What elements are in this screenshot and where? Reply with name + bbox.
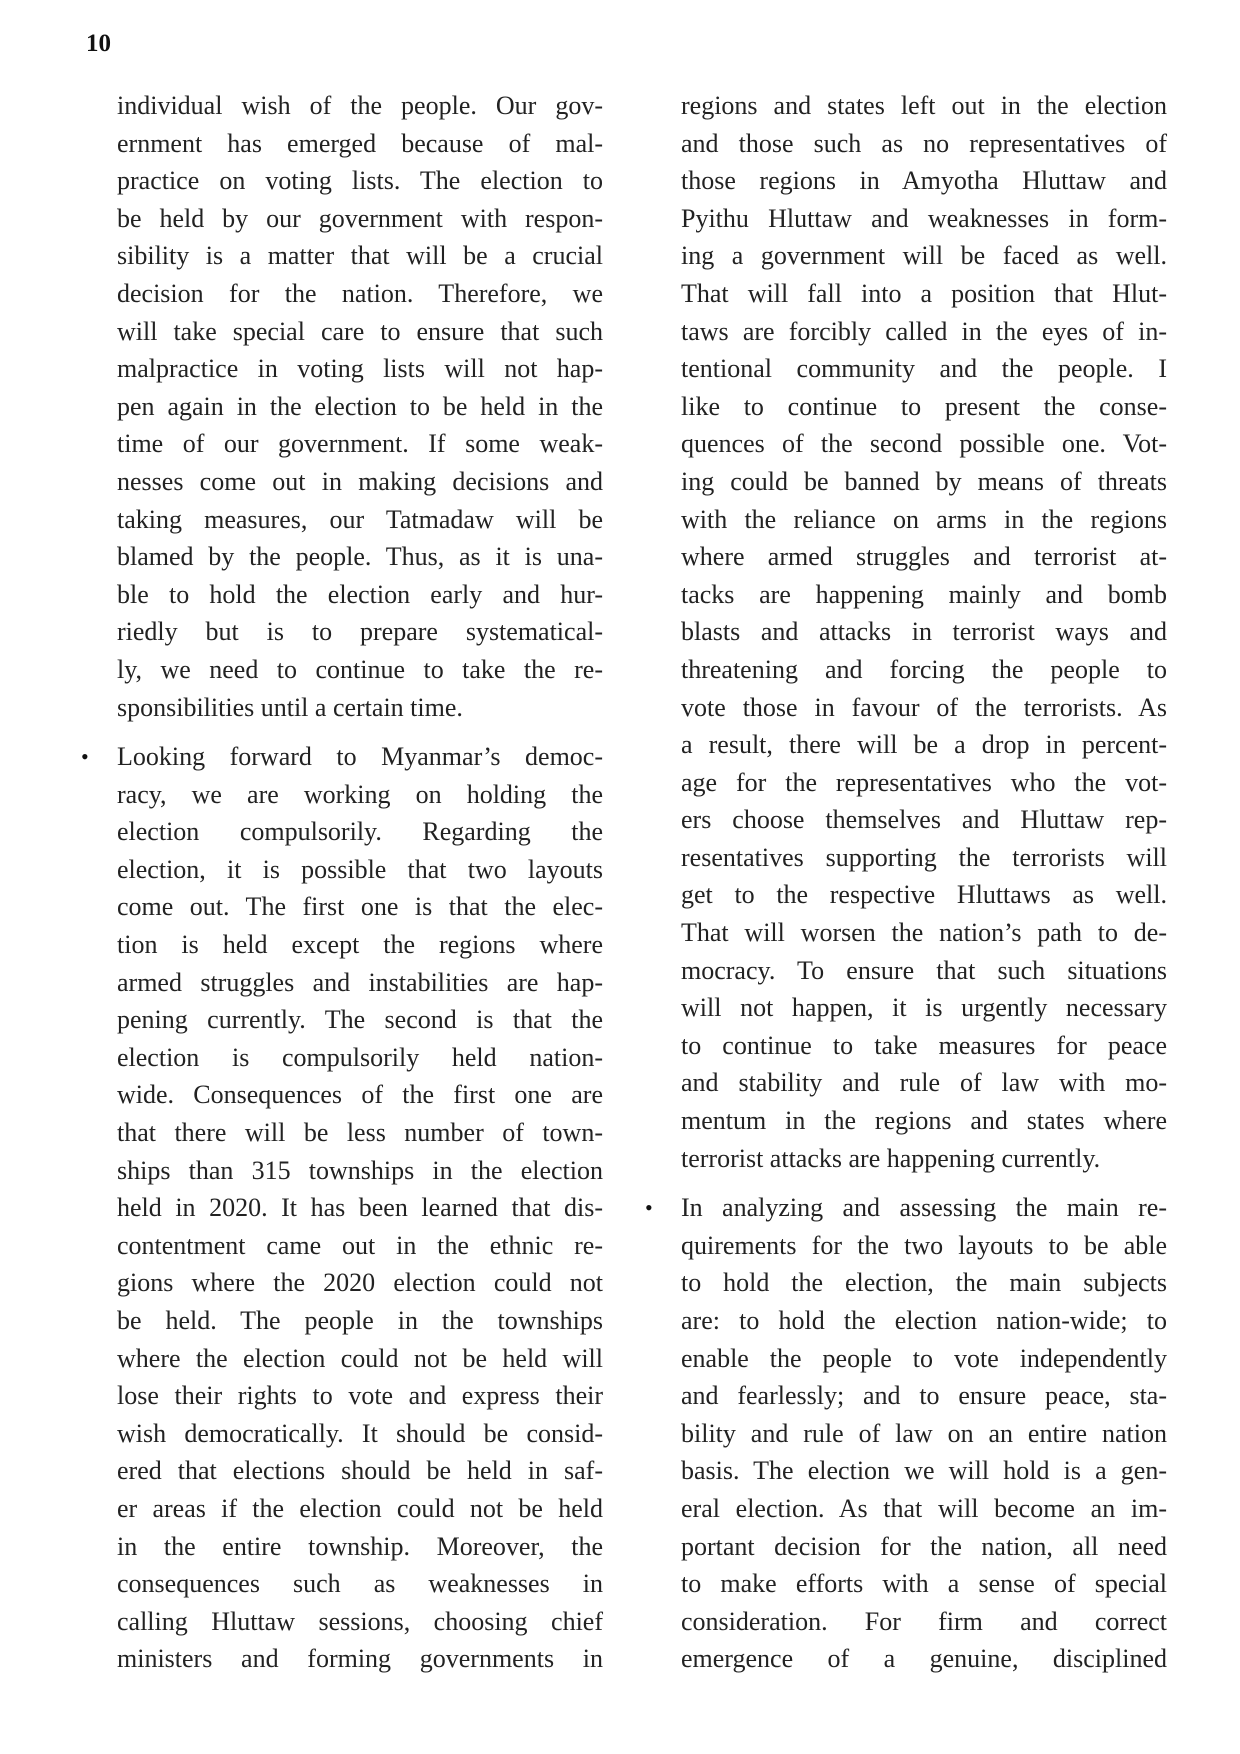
text-line: like to continue to present the conse-	[681, 391, 1167, 421]
text-line: be held by our government with respon-	[117, 203, 603, 233]
text-line: ernment has emerged because of mal-	[117, 128, 603, 158]
text-line: ministers and forming governments in	[117, 1644, 603, 1674]
text-line: basis. The election we will hold is a gen-	[681, 1456, 1167, 1486]
text-line: consideration. For firm and correct	[681, 1606, 1167, 1636]
text-line: wish democratically. It should be consid-	[117, 1418, 603, 1448]
text-line: come out. The first one is that the elec-	[117, 892, 603, 922]
text-line: will take special care to ensure that such	[117, 316, 603, 346]
text-line: time of our government. If some weak-	[117, 429, 603, 459]
text-line: ered that elections should be held in saf-	[117, 1456, 603, 1486]
paragraph	[681, 87, 1167, 1177]
text-line: election, it is possible that two layouts	[117, 854, 603, 884]
text-line: blasts and attacks in terrorist ways and	[681, 617, 1167, 647]
bullet-icon: •	[81, 744, 89, 770]
text-line: That will fall into a position that Hlut-	[681, 278, 1167, 308]
text-line: ly, we need to continue to take the re-	[117, 654, 603, 684]
text-line: to hold the election, the main subjects	[681, 1268, 1167, 1298]
text-line: are: to hold the election nation-wide; to	[681, 1306, 1167, 1335]
text-line: bility and rule of law on an entire nation	[681, 1418, 1167, 1448]
text-line: enable the people to vote independently	[681, 1343, 1167, 1373]
text-line: to make efforts with a sense of special	[681, 1569, 1167, 1599]
text-line: riedly but is to prepare systematical-	[117, 617, 603, 647]
text-line: contentment came out in the ethnic re-	[117, 1230, 603, 1260]
text-line: ble to hold the election early and hur-	[117, 579, 603, 609]
text-line: tion is held except the regions where	[117, 930, 603, 960]
text-line: tentional community and the people. I	[681, 354, 1167, 384]
text-line: ships than 315 townships in the election	[117, 1155, 603, 1185]
text-line: quirements for the two layouts to be able	[681, 1230, 1167, 1260]
text-line: pening currently. The second is that the	[117, 1005, 603, 1035]
text-line: and stability and rule of law with mo-	[681, 1068, 1167, 1098]
text-line: armed struggles and instabilities are hap-	[117, 967, 603, 997]
text-line-content: In analyzing and assessing the main re-	[681, 1193, 1167, 1223]
text-line: that there will be less number of town-	[117, 1118, 603, 1148]
text-line: to continue to take measures for peace	[681, 1030, 1167, 1060]
paragraph	[117, 87, 603, 726]
text-line: nesses come out in making decisions and	[117, 466, 603, 496]
text-line: threatening and forcing the people to	[681, 654, 1167, 684]
text-line: be held. The people in the townships	[117, 1306, 603, 1335]
text-line: calling Hluttaw sessions, choosing chief	[117, 1606, 603, 1636]
text-line: will not happen, it is urgently necessary	[681, 993, 1167, 1023]
text-line: eral election. As that will become an im-	[681, 1493, 1167, 1523]
text-line: a result, there will be a drop in percent-	[681, 730, 1167, 760]
text-line: racy, we are working on holding the	[117, 779, 603, 809]
text-line: That will worsen the nation’s path to de-	[681, 918, 1167, 948]
text-line: election compulsorily. Regarding the	[117, 817, 603, 847]
text-line: tacks are happening mainly and bomb	[681, 579, 1167, 609]
text-line: blamed by the people. Thus, as it is una-	[117, 542, 603, 572]
text-line: ers choose themselves and Hluttaw rep-	[681, 805, 1167, 835]
right-column	[645, 87, 1167, 1678]
text-line	[81, 738, 603, 776]
paragraph-gap	[117, 726, 603, 738]
text-line: sibility is a matter that will be a crucial	[117, 241, 603, 271]
text-line: taking measures, our Tatmadaw will be	[117, 504, 603, 534]
text-line	[645, 1189, 1167, 1227]
text-line: Pyithu Hluttaw and weaknesses in form-	[681, 203, 1167, 233]
text-line: regions and states left out in the election	[681, 91, 1167, 120]
text-line: malpractice in voting lists will not hap-	[117, 354, 603, 384]
text-line: taws are forcibly called in the eyes of in-	[681, 316, 1167, 346]
text-line: individual wish of the people. Our gov-	[117, 91, 603, 120]
text-line: quences of the second possible one. Vot-	[681, 429, 1167, 459]
text-line: age for the representatives who the vot-	[681, 767, 1167, 797]
text-line: lose their rights to vote and express their	[117, 1381, 603, 1411]
text-line: gions where the 2020 election could not	[117, 1268, 603, 1298]
text-line: in the entire township. Moreover, the	[117, 1531, 603, 1561]
text-line: vote those in favour of the terrorists. As	[681, 692, 1167, 722]
text-line: ing could be banned by means of threats	[681, 466, 1167, 496]
text-line: sponsibilities until a certain time.	[117, 692, 463, 722]
text-line: those regions in Amyotha Hluttaw and	[681, 166, 1167, 196]
text-line: mocracy. To ensure that such situations	[681, 955, 1167, 985]
left-column	[81, 87, 603, 1678]
text-line: ing a government will be faced as well.	[681, 241, 1167, 271]
text-line: wide. Consequences of the first one are	[117, 1080, 603, 1110]
text-line: held in 2020. It has been learned that dis-	[117, 1193, 603, 1223]
bullet-paragraph	[81, 738, 603, 1678]
text-line-content: Looking forward to Myanmar’s democ-	[117, 742, 603, 772]
text-line: portant decision for the nation, all need	[681, 1531, 1167, 1561]
text-line: and those such as no representatives of	[681, 128, 1167, 158]
text-line: election is compulsorily held nation-	[117, 1042, 603, 1072]
bullet-paragraph	[645, 1189, 1167, 1678]
text-line: where the election could not be held will	[117, 1343, 603, 1373]
text-line: resentatives supporting the terrorists will	[681, 842, 1167, 872]
text-line: with the reliance on arms in the regions	[681, 504, 1167, 534]
text-line: er areas if the election could not be held	[117, 1493, 603, 1523]
bullet-icon: •	[645, 1195, 653, 1221]
text-line: emergence of a genuine, disciplined	[681, 1644, 1167, 1674]
text-line: mentum in the regions and states where	[681, 1106, 1167, 1136]
text-line: pen again in the election to be held in the	[117, 391, 603, 421]
text-line: consequences such as weaknesses in	[117, 1569, 603, 1599]
page-number: 10	[86, 30, 111, 57]
text-line: get to the respective Hluttaws as well.	[681, 880, 1167, 910]
text-line: and fearlessly; and to ensure peace, sta-	[681, 1381, 1167, 1411]
text-line: terrorist attacks are happening currently.	[681, 1143, 1101, 1173]
text-line: decision for the nation. Therefore, we	[117, 278, 603, 308]
text-line: practice on voting lists. The election to	[117, 166, 603, 196]
text-line: where armed struggles and terrorist at-	[681, 542, 1167, 572]
paragraph-gap	[681, 1177, 1167, 1189]
